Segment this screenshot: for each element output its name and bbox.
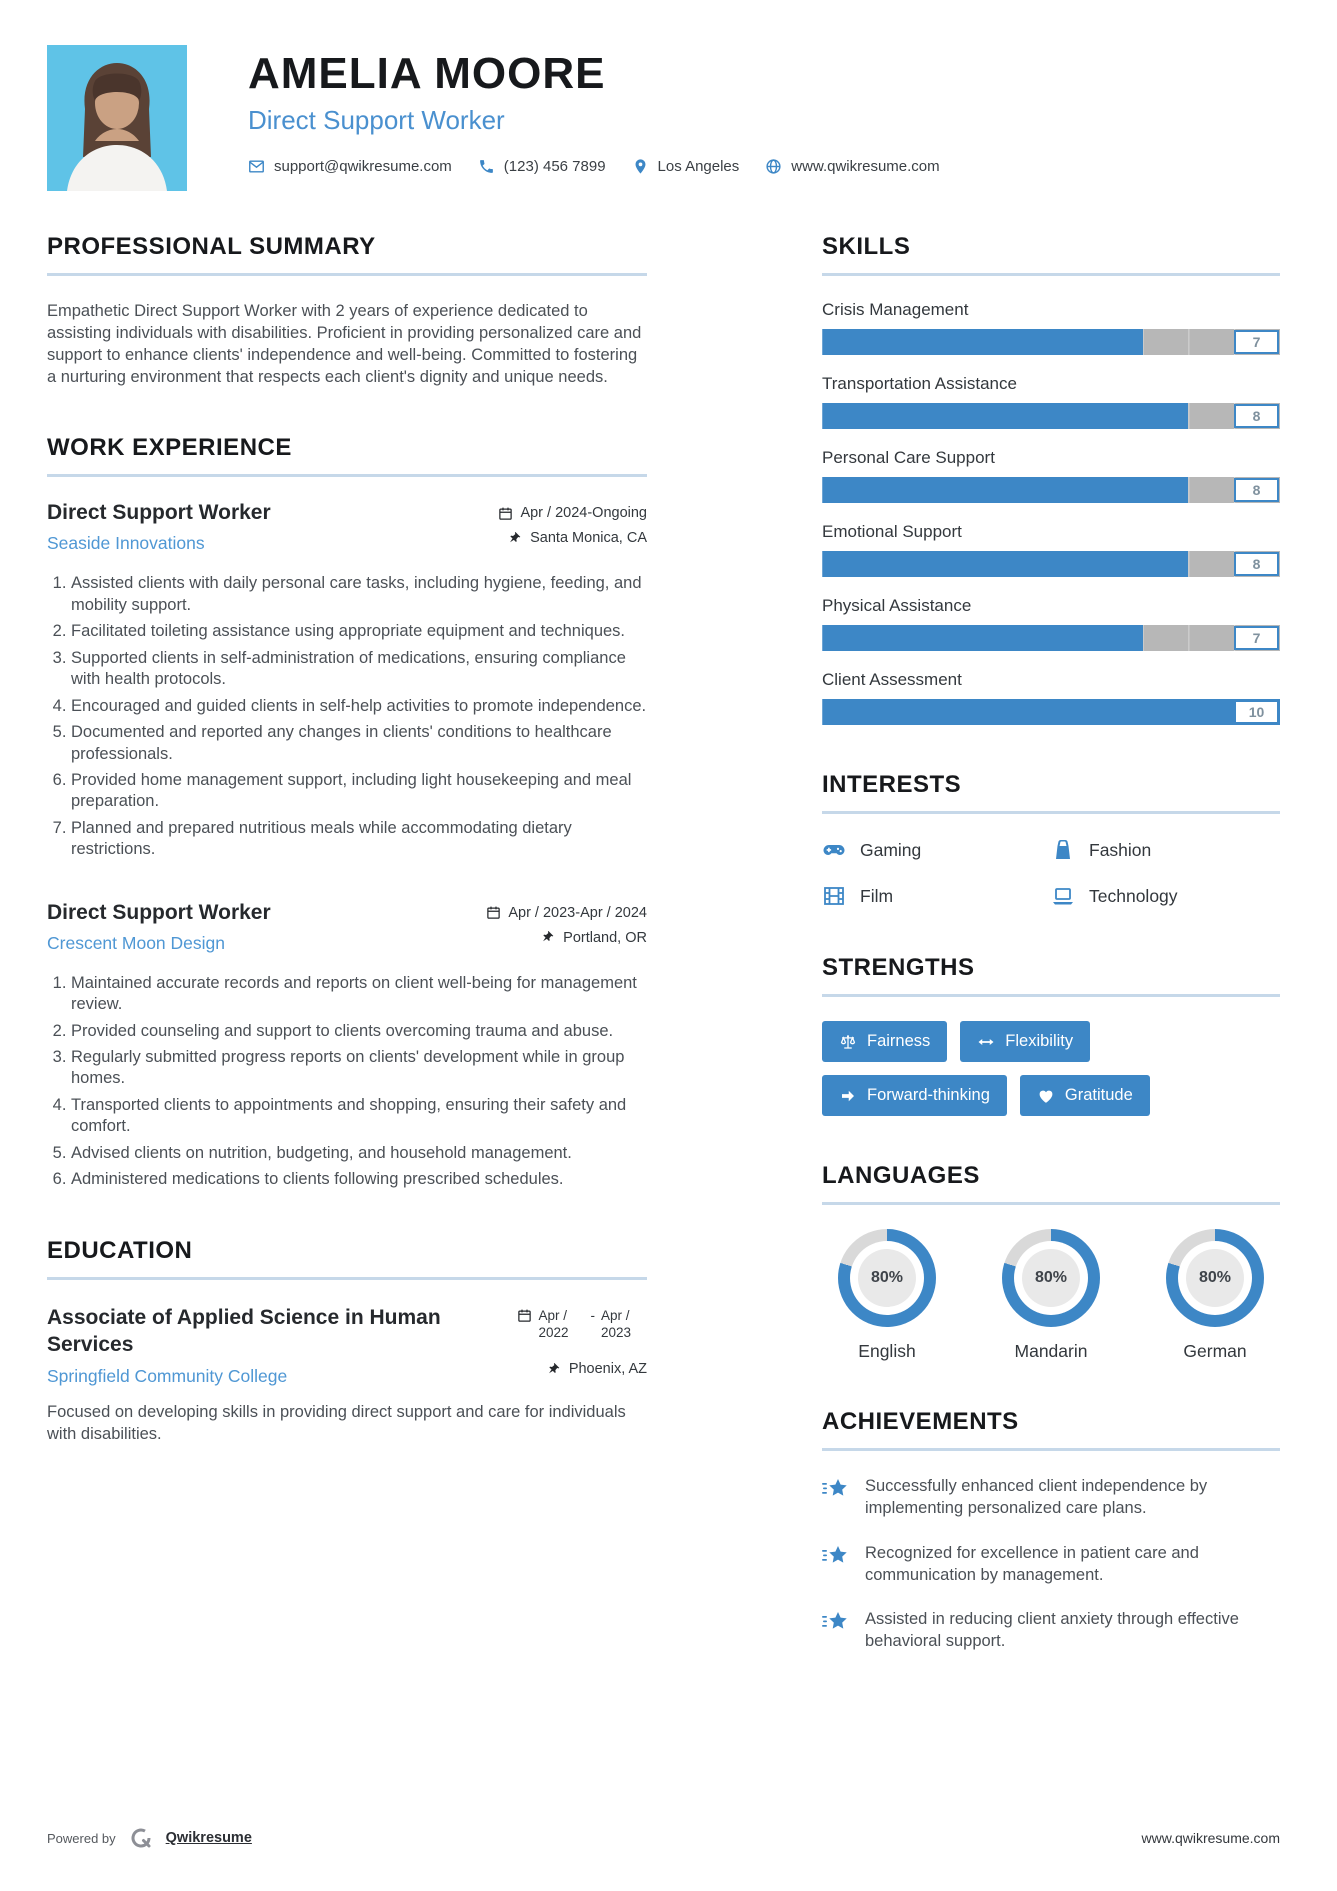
education-date-start: Apr / 2022 xyxy=(538,1307,569,1340)
skill-label: Client Assessment xyxy=(822,670,962,689)
globe-icon xyxy=(765,158,782,175)
job-location: Santa Monica, CA xyxy=(530,530,647,547)
job-bullet: 4. Transported clients to appointments and shopping, ensuring their safety and comfort. xyxy=(71,1095,647,1138)
experience-section xyxy=(47,434,647,1190)
skill-label: Personal Care Support xyxy=(822,448,995,467)
school-link[interactable]: Springfield Community College xyxy=(47,1366,288,1387)
language-label: English xyxy=(858,1341,916,1361)
contact-website-text: www.qwikresume.com xyxy=(791,158,940,176)
interest-label: Film xyxy=(860,885,894,906)
job-bullet: 6. Administered medications to clients following prescribed schedules. xyxy=(71,1169,647,1190)
skills-heading: SKILLS xyxy=(822,233,911,260)
language-percent: 80% xyxy=(858,1249,916,1307)
experience-heading: WORK EXPERIENCE xyxy=(47,434,292,462)
interests-heading: INTERESTS xyxy=(822,771,962,798)
skill-bar xyxy=(822,329,1280,355)
interest-item xyxy=(822,838,1051,862)
contact-location xyxy=(632,158,740,175)
skill-bar-fill xyxy=(822,699,1280,725)
section-divider xyxy=(822,811,1280,814)
summary-text: Empathetic Direct Support Worker with 2 years of experience dedicated to assisting individuals with disabilities. Proficient in providing personalized care and support to enhance clients' independence and well-being. Committed to fostering a nurturing environment that respects each client's dignity and unique needs. xyxy=(47,302,642,387)
language-donut-chart xyxy=(1002,1229,1100,1327)
contact-row xyxy=(248,158,940,175)
interest-label: Gaming xyxy=(860,839,922,860)
contact-website[interactable] xyxy=(765,158,939,175)
skill-value-badge: 7 xyxy=(1234,626,1279,650)
contact-phone-text: (123) 456 7899 xyxy=(503,158,606,176)
summary-section xyxy=(47,233,647,388)
language-item xyxy=(992,1229,1110,1362)
section-divider xyxy=(47,1277,647,1280)
skill-label: Transportation Assistance xyxy=(822,374,1017,393)
language-donut-chart xyxy=(1166,1229,1264,1327)
right-arrow-icon xyxy=(839,1087,857,1105)
job-location: Portland, OR xyxy=(563,929,647,946)
job-bullet: 2. Facilitated toileting assistance using appropriate equipment and techniques. xyxy=(71,621,647,642)
skill-bar-fill xyxy=(822,329,1143,355)
interest-item xyxy=(1051,884,1280,908)
job-title: Direct Support Worker xyxy=(47,900,271,924)
achievement-item xyxy=(822,1608,1280,1653)
skill-value-badge: 10 xyxy=(1234,700,1279,724)
job-bullet: 1. Maintained accurate records and reports on client well-being for management review. xyxy=(71,973,647,1016)
interest-item xyxy=(822,884,1051,908)
achievements-section xyxy=(822,1408,1280,1653)
language-label: German xyxy=(1183,1341,1247,1361)
education-heading: EDUCATION xyxy=(47,1236,193,1264)
achievement-text: Assisted in reducing client anxiety through effective behavioral support. xyxy=(865,1610,1239,1651)
strengths-section xyxy=(822,954,1280,1116)
section-divider xyxy=(47,474,647,477)
map-pin-icon xyxy=(632,158,649,175)
main-content xyxy=(47,233,1280,1675)
powered-by-label: Powered by xyxy=(47,1830,116,1846)
education-location: Phoenix, AZ xyxy=(568,1361,647,1378)
email-icon xyxy=(248,158,265,175)
job-meta xyxy=(498,501,647,555)
education-meta xyxy=(517,1304,648,1387)
education-date-separator: - xyxy=(590,1307,595,1323)
achievement-item xyxy=(822,1475,1280,1520)
laptop-icon xyxy=(1051,884,1075,908)
calendar-icon xyxy=(486,905,501,920)
strength-badge xyxy=(1020,1075,1150,1116)
pushpin-icon xyxy=(508,531,523,546)
job-date: Apr / 2024-Ongoing xyxy=(520,505,647,522)
strength-label: Forward-thinking xyxy=(867,1086,990,1104)
interests-section xyxy=(822,771,1280,908)
footer-website[interactable]: www.qwikresume.com xyxy=(1141,1830,1280,1846)
strength-badge xyxy=(822,1021,947,1062)
job-meta xyxy=(486,901,647,955)
language-item xyxy=(828,1229,946,1362)
achievement-text: Successfully enhanced client independence by implementing personalized care plans. xyxy=(865,1477,1208,1518)
job-entry xyxy=(47,901,647,1191)
job-bullet: 6. Provided home management support, including light housekeeping and meal preparation. xyxy=(71,770,647,813)
job-bullet: 3. Regularly submitted progress reports on clients' development while in group homes. xyxy=(71,1047,647,1090)
job-bullet: 1. Assisted clients with daily personal care tasks, including hygiene, feeding, and mobility support. xyxy=(71,573,647,616)
qwikresume-logo-icon xyxy=(128,1825,154,1851)
skill-bar-fill xyxy=(822,477,1188,503)
profile-photo-illustration xyxy=(47,45,187,191)
skill-label: Physical Assistance xyxy=(822,596,972,615)
education-date-end: Apr / 2023 xyxy=(601,1307,632,1340)
contact-email-text: support@qwikresume.com xyxy=(274,158,452,176)
language-item xyxy=(1156,1229,1274,1362)
language-percent: 80% xyxy=(1186,1249,1244,1307)
section-divider xyxy=(822,1202,1280,1205)
section-divider xyxy=(822,994,1280,997)
skill-row xyxy=(822,448,1280,503)
job-bullet: 2. Provided counseling and support to clients overcoming trauma and abuse. xyxy=(71,1021,647,1042)
skill-row xyxy=(822,596,1280,651)
job-bullet: 3. Supported clients in self-administration of medications, ensuring compliance with health protocols. xyxy=(71,648,647,691)
language-percent: 80% xyxy=(1022,1249,1080,1307)
skill-value-badge: 7 xyxy=(1234,330,1279,354)
achievement-text: Recognized for excellence in patient care and communication by management. xyxy=(865,1543,1199,1584)
languages-heading: LANGUAGES xyxy=(822,1162,980,1189)
job-bullet: 4. Encouraged and guided clients in self-help activities to promote independence. xyxy=(71,696,647,717)
job-title: Direct Support Worker xyxy=(47,501,271,525)
job-bullet-list xyxy=(47,573,647,860)
job-bullet: 5. Documented and reported any changes in clients' conditions to healthcare professionals. xyxy=(71,722,647,765)
film-icon xyxy=(822,884,846,908)
languages-section xyxy=(822,1162,1280,1362)
job-date: Apr / 2023-Apr / 2024 xyxy=(508,904,647,921)
job-company-link[interactable]: Crescent Moon Design xyxy=(47,932,225,953)
contact-location-text: Los Angeles xyxy=(657,158,740,176)
skill-bar xyxy=(822,477,1280,503)
strength-badge xyxy=(960,1021,1090,1062)
left-right-arrow-icon xyxy=(977,1033,995,1051)
right-column xyxy=(822,233,1280,1675)
skill-bar xyxy=(822,699,1280,725)
education-section xyxy=(47,1237,647,1446)
interest-label: Technology xyxy=(1089,885,1178,906)
section-divider xyxy=(822,1448,1280,1451)
person-name: AMELIA MOORE xyxy=(248,49,606,98)
person-title: Direct Support Worker xyxy=(248,105,505,136)
strength-badge xyxy=(822,1075,1007,1116)
calendar-icon xyxy=(498,506,513,521)
skill-value-badge: 8 xyxy=(1234,478,1279,502)
skill-row xyxy=(822,374,1280,429)
job-bullet: 7. Planned and prepared nutritious meals while accommodating dietary restrictions. xyxy=(71,818,647,861)
job-bullet: 5. Advised clients on nutrition, budgeting, and household management. xyxy=(71,1143,647,1164)
skill-bar xyxy=(822,551,1280,577)
language-donut-chart xyxy=(838,1229,936,1327)
skill-row xyxy=(822,522,1280,577)
phone-icon xyxy=(478,158,495,175)
interest-item xyxy=(1051,838,1280,862)
contact-phone[interactable] xyxy=(478,158,606,175)
contact-email[interactable] xyxy=(248,158,452,175)
strengths-heading: STRENGTHS xyxy=(822,954,975,981)
skill-row xyxy=(822,670,1280,725)
shooting-star-icon xyxy=(822,1475,850,1520)
language-label: Mandarin xyxy=(1014,1341,1088,1361)
strength-label: Gratitude xyxy=(1064,1086,1133,1104)
skill-label: Crisis Management xyxy=(822,300,969,319)
strength-label: Flexibility xyxy=(1005,1032,1074,1050)
achievement-item xyxy=(822,1542,1280,1587)
job-entry xyxy=(47,501,647,860)
skill-bar-fill xyxy=(822,403,1188,429)
calendar-icon xyxy=(517,1308,532,1323)
skill-bar xyxy=(822,403,1280,429)
left-column xyxy=(47,233,647,1675)
job-company-link[interactable]: Seaside Innovations xyxy=(47,533,205,554)
pushpin-icon xyxy=(547,1362,562,1377)
section-divider xyxy=(822,273,1280,276)
pushpin-icon xyxy=(541,930,556,945)
header xyxy=(47,45,1280,191)
degree-title: Associate of Applied Science in Human Services xyxy=(47,1305,441,1356)
skill-value-badge: 8 xyxy=(1234,404,1279,428)
strength-label: Fairness xyxy=(867,1032,931,1050)
interest-label: Fashion xyxy=(1089,839,1152,860)
qwikresume-link[interactable]: Qwikresume xyxy=(165,1830,252,1846)
skill-value-badge: 8 xyxy=(1234,552,1279,576)
gamepad-icon xyxy=(822,838,846,862)
skill-bar-fill xyxy=(822,551,1188,577)
skill-row xyxy=(822,300,1280,355)
summary-heading: PROFESSIONAL SUMMARY xyxy=(47,233,376,260)
skill-bar xyxy=(822,625,1280,651)
achievements-heading: ACHIEVEMENTS xyxy=(822,1408,1019,1435)
shopping-bag-icon xyxy=(1051,838,1075,862)
shooting-star-icon xyxy=(822,1542,850,1587)
shooting-star-icon xyxy=(822,1608,850,1653)
job-bullet-list xyxy=(47,973,647,1191)
profile-photo xyxy=(47,45,187,191)
skills-section xyxy=(822,233,1280,725)
education-description: Focused on developing skills in providing direct support and care for individuals with disabilities. xyxy=(47,1403,626,1444)
skill-label: Emotional Support xyxy=(822,522,962,541)
skill-bar-fill xyxy=(822,625,1143,651)
scales-icon xyxy=(839,1033,857,1051)
section-divider xyxy=(47,273,647,276)
footer xyxy=(47,1825,1280,1851)
heart-icon xyxy=(1037,1087,1055,1105)
